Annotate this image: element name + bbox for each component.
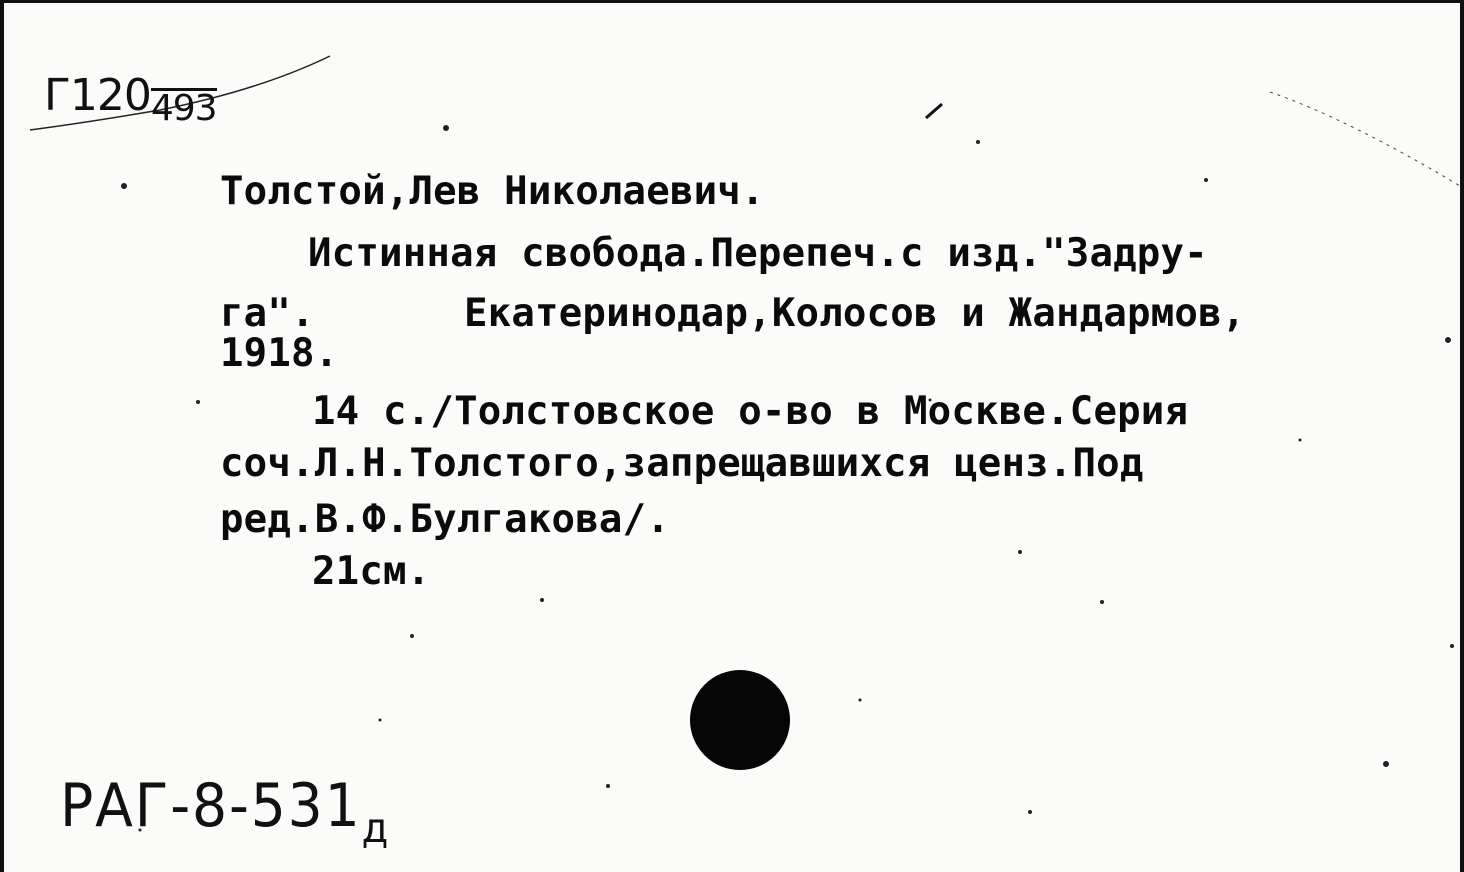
publication-year: 1918. — [220, 331, 339, 376]
series-line-2: соч.Л.Н.Толстого,запрещавшихся ценз.Под — [220, 441, 1144, 486]
shelfmark-fraction: 493 — [150, 88, 217, 129]
series-line-1: 14 с./Толстовское о-во в Москве.Серия — [312, 389, 1189, 434]
title-line-2: га". — [220, 291, 315, 336]
inventory-number — [60, 771, 391, 852]
imprint-line: Екатеринодар,Колосов и Жандармов, — [464, 291, 1246, 336]
title-line-1: Истинная свобода.Перепеч.с изд."Задру- — [308, 231, 1208, 276]
shelfmark-main: Г120 — [44, 70, 151, 121]
shelfmark — [44, 70, 217, 129]
size-note: 21см. — [312, 549, 431, 594]
inventory-number-main: РАГ-8-531 — [60, 771, 362, 841]
series-line-3: ред.В.Ф.Булгакова/. — [220, 497, 670, 542]
punch-hole — [690, 670, 790, 770]
inventory-number-suffix: д — [361, 803, 391, 852]
author-heading: Толстой,Лев Николаевич. — [220, 169, 765, 214]
